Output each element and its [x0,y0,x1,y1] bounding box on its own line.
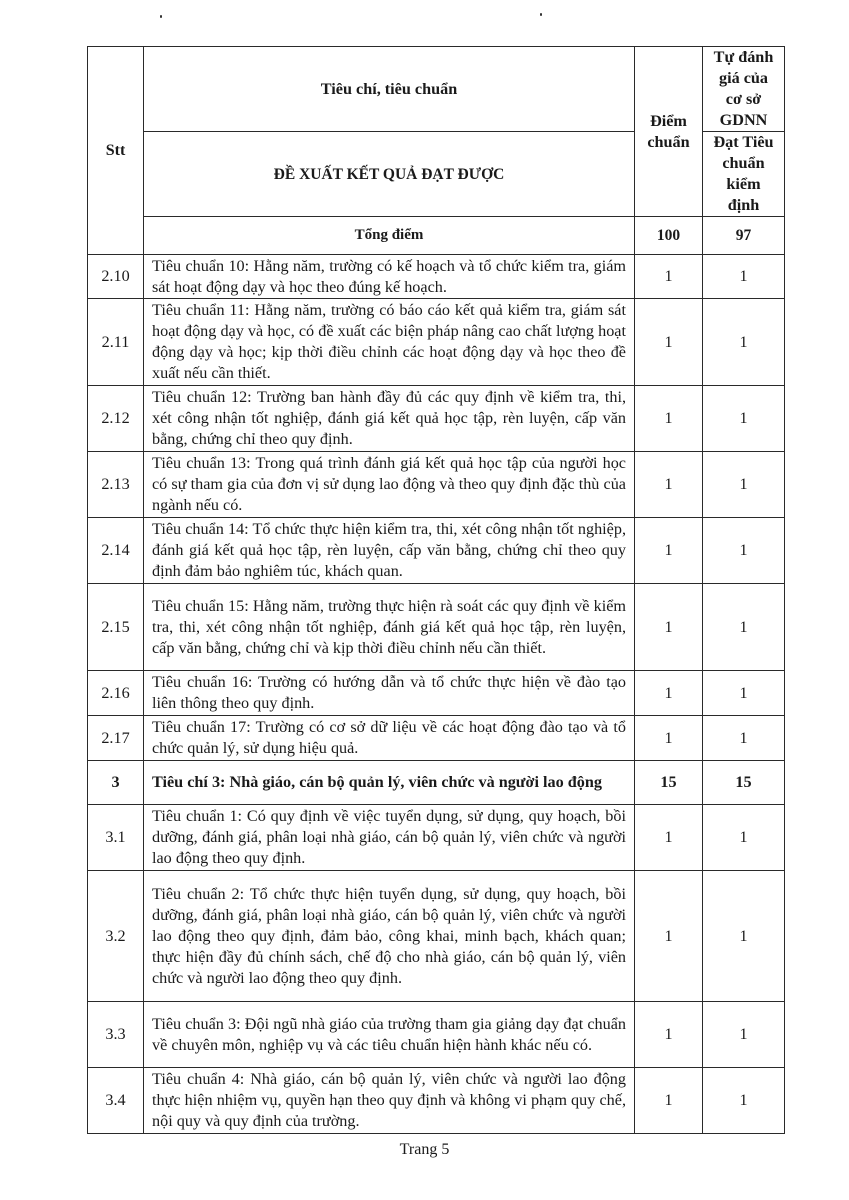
row-self-score: 1 [703,871,785,1002]
total-self-score: 97 [703,217,785,255]
row-standard-score: 15 [635,761,703,805]
criteria-rows [88,255,785,1134]
row-stt: 2.15 [88,584,144,671]
row-self-score: 15 [703,761,785,805]
row-standard-score: 1 [635,386,703,452]
criteria-table [87,46,785,1134]
row-standard-score: 1 [635,518,703,584]
header-proposal: ĐỀ XUẤT KẾT QUẢ ĐẠT ĐƯỢC [144,132,635,217]
row-standard-score: 1 [635,1068,703,1134]
row-criteria-text: Tiêu chuẩn 3: Đội ngũ nhà giáo của trường tham gia giảng dạy đạt chuẩn về chuyên môn, nghiệp vụ và các tiêu chuẩn hiện hành khác nếu có. [144,1002,635,1068]
total-row [88,217,785,255]
row-criteria-text: Tiêu chuẩn 17: Trường có cơ sở dữ liệu về các hoạt động đào tạo và tổ chức quản lý, sử dụng hiệu quả. [144,716,635,761]
table-row [88,452,785,518]
header-meets-standard: Đạt Tiêu chuẩn kiểm định [703,132,785,217]
row-standard-score: 1 [635,805,703,871]
row-self-score: 1 [703,584,785,671]
row-standard-score: 1 [635,299,703,386]
row-self-score: 1 [703,716,785,761]
row-stt: 2.12 [88,386,144,452]
row-criteria-text: Tiêu chuẩn 12: Trường ban hành đầy đủ các quy định về kiểm tra, thi, xét công nhận tốt nghiệp, đánh giá kết quả học tập, rèn luyện, cấp văn bằng, chứng chỉ theo quy định. [144,386,635,452]
table-row [88,805,785,871]
row-standard-score: 1 [635,671,703,716]
table-header-row [88,47,785,132]
row-stt: 2.13 [88,452,144,518]
row-criteria-text: Tiêu chuẩn 14: Tổ chức thực hiện kiểm tra, thi, xét công nhận tốt nghiệp, đánh giá kết quả học tập, rèn luyện, cấp văn bằng, chứng chỉ theo quy định đảm bảo nghiêm túc, khách quan. [144,518,635,584]
total-standard-score: 100 [635,217,703,255]
table-row [88,255,785,299]
total-label: Tổng điểm [144,217,635,255]
row-standard-score: 1 [635,871,703,1002]
header-stt: Stt [88,47,144,255]
row-criteria-text: Tiêu chuẩn 13: Trong quá trình đánh giá kết quả học tập của người học có sự tham gia của đơn vị sử dụng lao động và theo quy định đặc thù của ngành nếu có. [144,452,635,518]
row-criteria-text: Tiêu chuẩn 11: Hằng năm, trường có báo cáo kết quả kiểm tra, giám sát hoạt động dạy và học, có đề xuất các biện pháp nâng cao chất lượng hoạt động dạy và học; kịp thời điều chỉnh các hoạt động dạy và học theo đề xuất nếu cần thiết. [144,299,635,386]
row-standard-score: 1 [635,716,703,761]
row-self-score: 1 [703,1002,785,1068]
row-self-score: 1 [703,452,785,518]
row-criteria-text: Tiêu chuẩn 15: Hằng năm, trường thực hiện rà soát các quy định về kiểm tra, thi, xét công nhận tốt nghiệp, đánh giá kết quả học tập, rèn luyện, cấp văn bằng, chứng chỉ và kịp thời điều chỉnh nếu cần thiết. [144,584,635,671]
table-row [88,871,785,1002]
scan-speck [160,15,162,18]
row-stt: 3 [88,761,144,805]
row-self-score: 1 [703,386,785,452]
row-standard-score: 1 [635,452,703,518]
table-row [88,1002,785,1068]
criterion-row [88,761,785,805]
table-row [88,716,785,761]
scan-speck [540,13,542,16]
row-self-score: 1 [703,671,785,716]
row-self-score: 1 [703,1068,785,1134]
row-criteria-text: Tiêu chuẩn 10: Hằng năm, trường có kế hoạch và tổ chức kiểm tra, giám sát hoạt động dạy và học theo đúng kế hoạch. [144,255,635,299]
row-self-score: 1 [703,255,785,299]
row-self-score: 1 [703,805,785,871]
row-criteria-text: Tiêu chuẩn 1: Có quy định về việc tuyển dụng, sử dụng, quy hoạch, bồi dưỡng, đánh giá, phân loại nhà giáo, cán bộ quản lý, viên chức và người lao động theo quy định. [144,805,635,871]
row-self-score: 1 [703,518,785,584]
row-standard-score: 1 [635,584,703,671]
row-stt: 2.14 [88,518,144,584]
table-row [88,671,785,716]
header-self-assessment: Tự đánh giá của cơ sở GDNN [703,47,785,132]
row-standard-score: 1 [635,1002,703,1068]
table-row [88,518,785,584]
row-standard-score: 1 [635,255,703,299]
row-stt: 2.10 [88,255,144,299]
row-criteria-text: Tiêu chí 3: Nhà giáo, cán bộ quản lý, viên chức và người lao động [144,761,635,805]
table-row [88,386,785,452]
page-number: Trang 5 [399,1141,450,1158]
row-stt: 3.1 [88,805,144,871]
row-stt: 2.17 [88,716,144,761]
header-standard-score: Điểm chuẩn [635,47,703,217]
row-criteria-text: Tiêu chuẩn 2: Tổ chức thực hiện tuyển dụng, sử dụng, quy hoạch, bồi dưỡng, đánh giá, phân loại nhà giáo, cán bộ quản lý, viên chức và người lao động theo quy định, đảm bảo, công khai, minh bạch, khách quan; thực hiện đầy đủ chính sách, chế độ cho nhà giáo, cán bộ quản lý, viên chức và người lao động theo quy định. [144,871,635,1002]
table-row [88,1068,785,1134]
row-stt: 2.16 [88,671,144,716]
row-stt: 3.3 [88,1002,144,1068]
header-criteria: Tiêu chí, tiêu chuẩn [144,47,635,132]
row-criteria-text: Tiêu chuẩn 16: Trường có hướng dẫn và tổ chức thực hiện về đào tạo liên thông theo quy định. [144,671,635,716]
row-self-score: 1 [703,299,785,386]
row-criteria-text: Tiêu chuẩn 4: Nhà giáo, cán bộ quản lý, viên chức và người lao động thực hiện nhiệm vụ, quyền hạn theo quy định và không vi phạm quy chế, nội quy và quy định của trường. [144,1068,635,1134]
row-stt: 3.2 [88,871,144,1002]
row-stt: 3.4 [88,1068,144,1134]
row-stt: 2.11 [88,299,144,386]
table-row [88,299,785,386]
table-row [88,584,785,671]
